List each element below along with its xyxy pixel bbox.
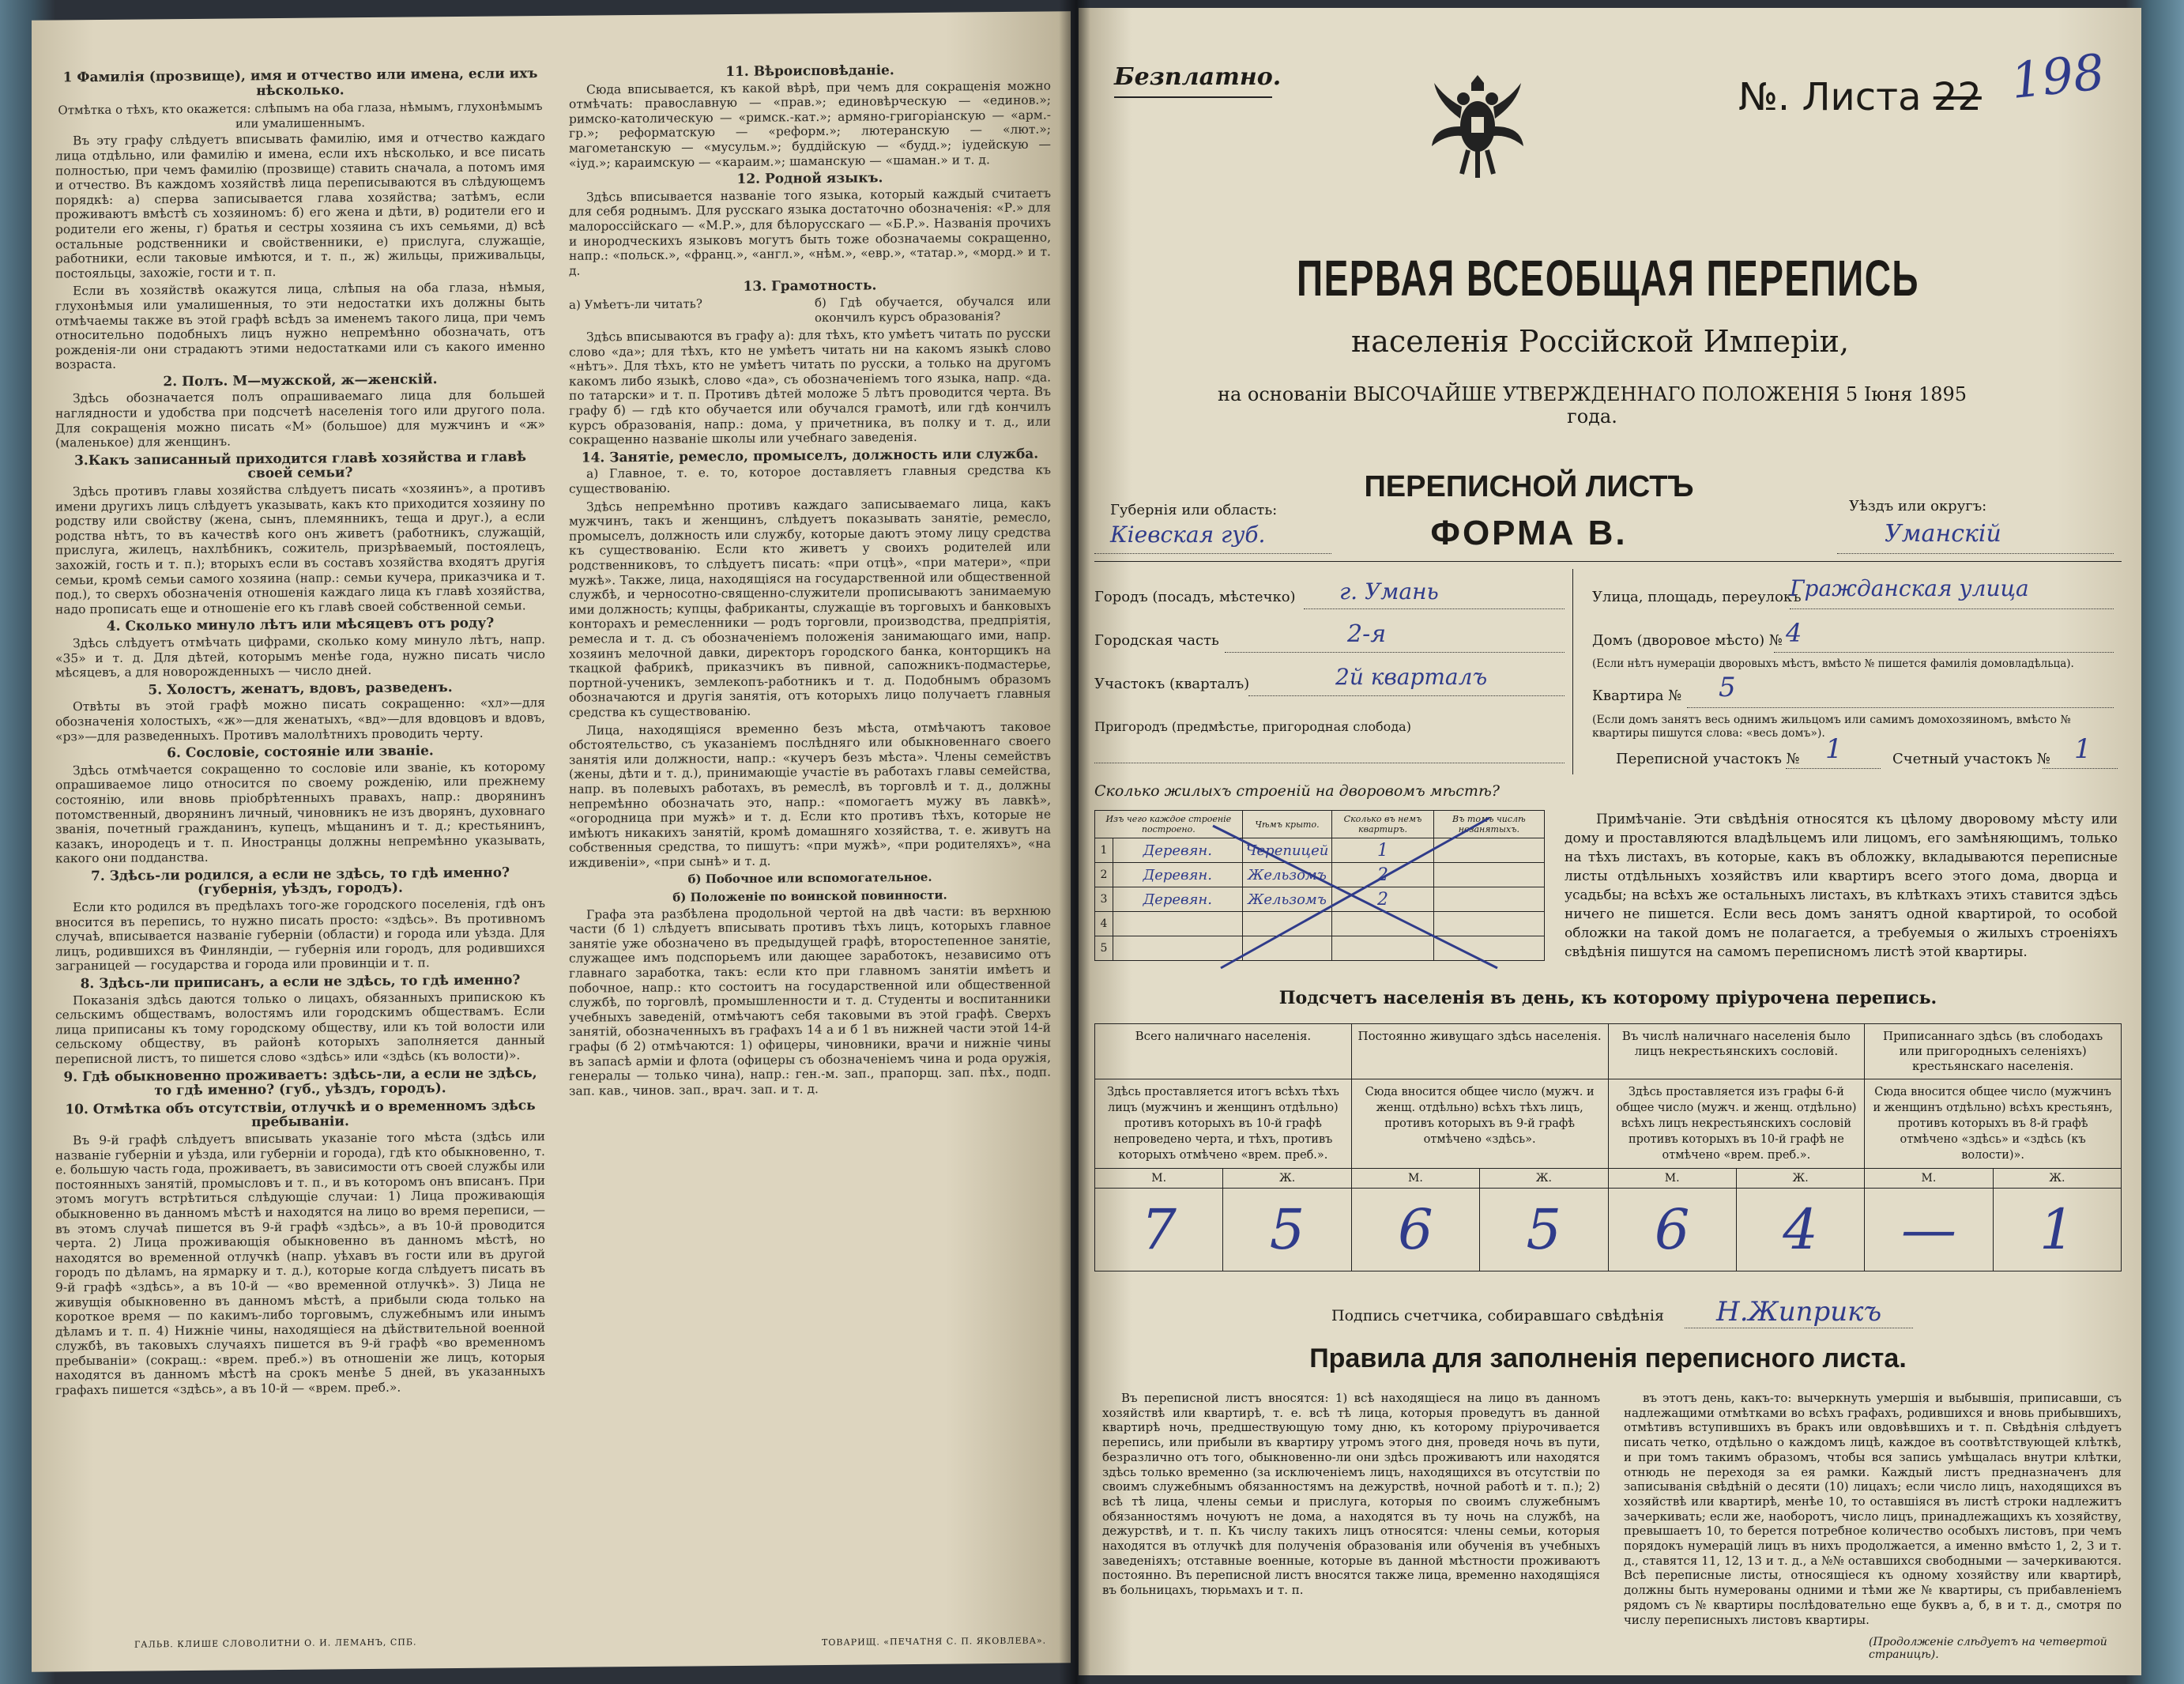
section-1-title: 1 Фамилія (прозвище), имя и отчество или имена, если ихъ нѣсколько.: [62, 66, 538, 99]
mz-label: Ж.: [1223, 1169, 1351, 1189]
sheet-number-label: №. Листа: [1738, 75, 1922, 119]
double-headed-eagle-emblem: [1430, 71, 1525, 182]
count-desc-permanent: Сюда вносится общее число (мужч. и женщ. отдѣльно) всѣхъ тѣхъ лицъ, противъ которыхъ въ 9-й графѣ отмѣчено «здѣсь».: [1351, 1079, 1608, 1169]
mz-label: Ж.: [1993, 1169, 2121, 1189]
count-value-present-female: 5: [1223, 1189, 1351, 1271]
mz-label: М.: [1351, 1169, 1479, 1189]
count-value-present-male: 7: [1095, 1189, 1223, 1271]
section-14-c: б) Положеніе по воинской повинности.: [672, 887, 947, 905]
bld-material: Деревян.: [1113, 887, 1243, 912]
section-13-b: б) Гдѣ обучается, обучался или окончилъ курсъ образованія?: [815, 293, 1051, 325]
section-8-text: Показанія здѣсь даются только о лицахъ, обязанныхъ припискою къ сельскимъ обществамъ, волостямъ или городскимъ обществамъ. Если лица приписаны къ тому городскому обществу, или къ той волости или сельскому обществу, въ районѣ которыхъ заполняется данный переписной листъ, то пишется слово «здѣсь» или «здѣсь (къ волости)».: [55, 989, 545, 1067]
section-14-a: а) Главное, т. е. то, которое доставляетъ главныя средства къ существованію.: [569, 462, 1051, 496]
buildings-question: Сколько жилыхъ строеній на дворовомъ мѣстѣ?: [1094, 782, 1500, 800]
bld-row-number: 2: [1095, 863, 1113, 887]
count-header-non-peasant: Въ числѣ наличнаго населенія было лицъ некрестьянскихъ сословій.: [1608, 1024, 1865, 1079]
mz-label: М.: [1608, 1169, 1736, 1189]
instructions-column-2: [569, 58, 1051, 1102]
section-14-text: Здѣсь непремѣнно противъ каждаго записываемаго лица, какъ мужчинъ, такъ и женщинъ, слѣдуетъ показывать занятіе, ремесло, промыселъ, должность или службу, которые даютъ этому лицу средства къ существованію. Если кто живетъ у своихъ родителей или родственниковъ, то слѣдуетъ писать: «при отцѣ», «при матери», «при мужѣ». Также, лица, находящіяся на государственной или общественной службѣ, и черносотно-священно-служители прописываютъ занимаемую ими должность; купцы, фабриканты, служащіе въ торговыхъ и банковыхъ конторахъ и ремесленники — родъ торговли, производства, предпріятія, ремесла и т. д. съ обозначеніемъ положенія занимающаго ими, напр. хозяинъ мелочной давки, директоръ городского банка, конторщикъ на ткацкой фабрикѣ, приказчикъ въ пивной, сапожникъ-подмастерье, портной-ученикъ, землекопъ-работникъ и т. д. Подобнымъ образомъ обозначаются и другія занятія, отъ которыхъ лицо получаетъ главныя средства къ существованію.: [569, 495, 1051, 720]
bld-header-empty: Въ томъ числѣ незанятыхъ.: [1433, 811, 1544, 838]
count-desc-present: Здѣсь проставляется итогъ всѣхъ тѣхъ лицъ (мужчинъ и женщинъ отдѣльно) противъ которыхъ въ 10-й графѣ непроведено черта, и тѣхъ, противъ которыхъ отмѣчено «врем. преб.».: [1095, 1079, 1352, 1169]
rules-continuation: (Продолженіе слѣдуетъ на четвертой страницѣ).: [1869, 1636, 2107, 1661]
bld-header-roof: Чѣмъ крыто.: [1242, 811, 1332, 838]
buildings-cross-out-mark: [1205, 810, 1505, 976]
bld-row-number: 1: [1095, 838, 1113, 863]
section-5-text: Отвѣты въ этой графѣ можно писать сокращенно: «хл»—для обозначенія холостыхъ, «ж»—для женатыхъ, «вд»—для вдовцовъ и вдовъ, «рз»—для разведенныхъ. Противъ малолѣтнихъ проводить черту.: [55, 695, 545, 744]
count-desc-non-peasant: Здѣсь проставляется изъ графы 6-й общее число (мужч. и женщ. отдѣльно) всѣхъ лицъ некрестьянскихъ сословій противъ которыхъ въ 10-й графѣ не отмѣчено «врем. преб.».: [1608, 1079, 1865, 1169]
precinct-value: 2й кварталъ: [1335, 664, 1488, 690]
section-6-text: Здѣсь отмѣчается сокращенно то сословіе или званіе, къ которому опрашиваемое лицо относится по своему рожденію, или прежнему состоянію, или вновь пріобрѣтенныхъ правахъ, напр.: дворянинъ потомственный, дворянинъ личный, чиновникъ не изъ дворянъ, духовнаго званія, почетный гражданинъ, купецъ, мѣщанинъ и т. д.; крестьянинъ, казакъ, инородецъ и т. п. Иностранцы должны непремѣнно указывать, какого они подданства.: [55, 759, 545, 866]
legal-basis: на основаніи ВЫСОЧАЙШЕ УТВЕРЖДЕННАГО ПОЛОЖЕНІЯ 5 Іюня 1895 года.: [1217, 383, 1967, 428]
population-count-title: Подсчетъ населенія въ день, къ которому пріурочена перепись.: [1278, 988, 1937, 1008]
province-value: Кіевская губ.: [1110, 522, 1266, 548]
form-title-sheet: ПЕРЕПИСНОЙ ЛИСТЪ: [1364, 470, 1694, 503]
count-desc-registered-peasant: Сюда вносится общее число (мужчинъ и женщинъ отдѣльно) всѣхъ крестьянъ, противъ которыхъ въ 8-й графѣ отмѣчено «здѣсь» и «здѣсь (къ волости)».: [1865, 1079, 2122, 1169]
bld-header-apartments: Сколько въ немъ квартиръ.: [1332, 811, 1433, 838]
left-footer-1: ГАЛЬВ. КЛИШЕ СЛОВОЛИТНИ О. И. ЛЕМАНЪ, СПБ.: [134, 1637, 417, 1650]
count-value-permanent-male: 6: [1351, 1189, 1479, 1271]
province-label: Губернія или область:: [1110, 502, 1278, 518]
free-underline: [1114, 96, 1272, 98]
suburb-label: Пригородъ (предмѣстье, пригородная слобода): [1094, 719, 1411, 734]
bld-roof: Черепицей: [1242, 838, 1332, 863]
counting-area-label: Счетный участокъ №: [1892, 751, 2050, 767]
address-top-rule: [1094, 561, 2122, 562]
province-line: [1094, 553, 1331, 554]
house-line: [1774, 652, 2114, 653]
bld-apartments: 2: [1332, 887, 1433, 912]
left-footer-2: ТОВАРИЩ. «ПЕЧАТНЯ С. П. ЯКОВЛЕВА».: [822, 1635, 1047, 1648]
bld-apartments: 1: [1332, 838, 1433, 863]
section-14-text-3: Графа эта разбѣлена продольной чертой на двѣ части: въ верхнюю части (б 1) слѣдуетъ вписывать противъ тѣхъ лицъ, которыхъ главное занятіе уже обозначено въ предыдущей графѣ, второстепенное занятіе, служащее имъ подспорьемъ или дающее заработокъ, независимо отъ главнаго заработка, такъ: если кто при главномъ занятіи имѣетъ и побочное, напр.: кто состоитъ на государственной или общественной службѣ, по торговлѣ, промышленности и т. д. Студенты и воспитанники учебныхъ заведеній, отмѣчаютъ себя таковыми въ этой графѣ. Сверхъ занятій, обозначенныхъ въ графахъ 14 а и б 1 въ нижней части этой 14-й графы (б 2) отмѣчаются: 1) офицеры, чиновники, врачи и нижніе чины въ запасѣ арміи и флота (офицеры съ обозначеніемъ чина и рода оружія, генералы — только чина), напр.: ген.-м. зап., прапорщ. зап. пѣх., подп. зап. кав., чинов. зап., врач. зап. и т. д.: [569, 903, 1051, 1098]
census-area-label: Переписной участокъ №: [1616, 751, 1800, 767]
section-11-title: 11. Вѣроисповѣданіе.: [725, 62, 894, 81]
bld-material: Деревян.: [1113, 863, 1243, 887]
house-label: Домъ (дворовое мѣсто) №: [1592, 632, 1783, 649]
free-label: Безплатно.: [1114, 63, 1282, 91]
bld-roof: Жельзомъ: [1242, 863, 1332, 887]
section-11-text: Сюда вписывается, къ какой вѣрѣ, при чемъ для сокращенія можно отмѣчать: православную — «прав.»; единовѣрческую — «единов.»; римско-католическую — «римск.-кат.»; армяно-григоріанскую — «арм.-гр.»; реформатскую — «реформ.»; лютеранскую — «лют.»; магометанскую — «мусульм.»; буддійскую — «будд.»; іудейскую — «іуд.»; караимскую — «караим.»; шаманскую — «шаман.» и т. д.: [569, 78, 1051, 171]
section-2-title: 2. Полъ. М—мужской, ж—женскій.: [163, 371, 438, 390]
rules-text-right: въ этотъ день, какъ-то: вычеркнуть умершія и выбывшія, приписавши, съ надлежащими отмѣтками во всѣхъ графахъ, родившихся и вновь прибывшихъ, отмѣтивъ вступившихъ въ бракъ или овдовѣвшихъ и т. п. Свѣдѣнія слѣдуетъ писать четко, отдѣльно о каждомъ лицѣ, каждое въ соотвѣтствующей клѣткѣ, и при томъ такимъ образомъ, чтобы вся запись умѣщалась внутри клѣтки, отнюдь не переходя за ея рамки. Каждый листъ предназначенъ для записыванія свѣдѣній о десяти (10) лицахъ; если число лицъ, находящихся въ хозяйствѣ или квартирѣ, менѣе 10, то оставшіяся въ листѣ строки надлежитъ зачеркивать; если же, наоборотъ, число лицъ, принадлежащихъ къ хозяйству, превышаетъ 10, то берется потребное количество особыхъ листовъ, при чемъ порядокъ нумерацій лицъ въ нихъ продолжается, а именно вмѣсто 1, 2, 3 и т. д., ставятся 11, 12, 13 и т. д., а №№ оставшихся свободными — зачеркиваются. Всѣ переписные листы, относящіеся къ одному хозяйству или квартирѣ, должны быть нумерованы одними и тѣми же № квартиры, съ прибавленіемъ рядомъ съ № квартиры послѣдовательно еще буквъ а, б, в и т. д., смотря по числу переписныхъ листовъ квартиры.: [1624, 1391, 2122, 1627]
house-value: 4: [1786, 618, 1802, 648]
rules-column-2: [1624, 1391, 2122, 1627]
count-value-peasant-male: —: [1865, 1189, 1993, 1271]
rules-column-1: [1102, 1391, 1600, 1598]
population-count-table: [1094, 1023, 2122, 1271]
section-1-text: Въ эту графу слѣдуетъ вписывать фамилію, имя и отчество каждаго лица отдѣльно, или фамилію и имена, если ихъ нѣсколько, и все писать полностью, при чемъ фамилію (прозвище) ставить сначала, а потомъ имя и отчество. Въ каждомъ хозяйствѣ лица переписываются въ слѣдующемъ порядкѣ: а) сперва записывается глава хозяйства; затѣмъ, если проживаютъ вмѣстѣ съ хозяиномъ: б) его жена и дѣти, в) родители его и родители его жены, г) братья и сестры хозяина съ ихъ семьями, д) всѣ остальные родственники и свойственники, е) прислуга, служащіе, работники, если таковые имѣются, и т. п., ж) жильцы, приживальцы, постояльцы, захожіе, гости и т. п.: [55, 130, 545, 281]
section-13-text: Здѣсь вписываются въ графу а): для тѣхъ, кто умѣетъ читать по русски слово «да»; для тѣхъ, кто не умѣетъ читать ни на какомъ языкѣ слово «нѣтъ». Для тѣхъ, кто не умѣетъ читать по русски, а только на другомъ какомъ либо языкѣ, слово «да», съ обозначеніемъ того языка, напр. «да. по татарски» и т. п. Противъ дѣтей моложе 5 лѣтъ проводится черта. Въ графу б) — гдѣ кто обучается или обучался грамотѣ, или гдѣ кончилъ курсъ образованія, напр.: дома, у причетника, въ полку и т. д., или сокращенно названіе школы или учебнаго заведенія.: [569, 326, 1051, 448]
section-3-title: 3.Какъ записанный приходится главѣ хозяйства и главѣ своей семьи?: [74, 449, 526, 482]
mz-label: Ж.: [1736, 1169, 1864, 1189]
count-header-present: Всего наличнаго населенія.: [1095, 1024, 1352, 1079]
bld-row-number: 3: [1095, 887, 1113, 912]
city-line: [1304, 608, 1565, 609]
counting-area-value: 1: [2074, 733, 2092, 765]
form-title-form-b: ФОРМА В.: [1430, 514, 1628, 552]
counting-area-line: [2043, 768, 2118, 769]
city-part-value: 2-я: [1347, 620, 1387, 648]
left-page-instructions: [32, 11, 1071, 1671]
section-4-text: Здѣсь слѣдуетъ отмѣчать цифрами, сколько кому минуло лѣтъ, напр. «35» и т. д. Для дѣтей, которымъ менѣе года, нужно писать число мѣсяцевъ, а для новорожденныхъ — число дней.: [55, 632, 545, 680]
city-label: Городъ (посадъ, мѣстечко): [1094, 589, 1296, 605]
city-part-label: Городская часть: [1094, 632, 1219, 649]
section-9-title: 9. Гдѣ обыкновенно проживаетъ: здѣсь-ли, а если не здѣсь, то гдѣ именно? (губ., уѣздъ, городъ).: [63, 1064, 537, 1099]
form-main-title: ПЕРВАЯ ВСЕОБЩАЯ ПЕРЕПИСЬ: [1297, 250, 1919, 307]
apartment-label: Квартира №: [1592, 688, 1682, 704]
census-area-value: 1: [1825, 733, 1843, 765]
section-2-text: Здѣсь обозначается полъ опрашиваемаго лица для большей наглядности и удобства при подсчетѣ населенія того или другого пола. Для сокращенія можно писать «М» (большое) для мужчинъ и «ж» (маленькое) для женщинъ.: [55, 387, 545, 450]
precinct-label: Участокъ (кварталъ): [1094, 676, 1250, 692]
section-13-title: 13. Грамотность.: [743, 277, 877, 296]
district-label: Уѣздъ или округъ:: [1849, 498, 1987, 514]
section-9-text: Въ 9-й графѣ слѣдуетъ вписывать указаніе того мѣста (здѣсь или названіе губерніи и уѣзда, или губерніи и города), гдѣ кто обыкновенно, т. е. большую часть года, проживаетъ, въ зависимости отъ своей службы или постоянныхъ занятій, промысловъ и т. п., и въ которомъ онъ вписанъ. При этомъ могутъ встрѣтиться слѣдующіе случаи: 1) Лица проживающія обыкновенно въ данномъ мѣстѣ и находятся на лицо во время переписи, — въ этомъ случаѣ пишется въ 9-й графѣ «здѣсь», а въ 10-й проводится черта. 2) Лица проживающія обыкновенно въ данномъ мѣстѣ, но находятся во временной отлучкѣ (напр. уѣхавъ въ гости или въ другой городъ по дѣламъ, на ярмарку и т. д.), которые когда слѣдуетъ писать въ 9-й графѣ «здѣсь», а въ 10-й — «во временной отлучкѣ». 3) Лица не живущія обыкновенно въ данномъ мѣстѣ, а прибыли сюда только на короткое время — по какимъ-либо торговымъ, служебнымъ или инымъ дѣламъ и т. п. 4) Нижніе чины, находящіеся на дѣйствительной военной службѣ, въ таковыхъ случаяхъ пишется въ 9-й графѣ «во временномъ пребываніи» (сокращ.: «врем. преб.») въ отношеніи же лицъ, которыя находятся въ данномъ мѣстѣ на срокъ менѣе 5 дней, въ указанныхъ графахъ пишется «здѣсь», а въ 10-й — «врем. преб.».: [55, 1129, 545, 1398]
apartment-value: 5: [1719, 672, 1736, 703]
bld-material: Деревян.: [1113, 838, 1243, 863]
mz-label: М.: [1865, 1169, 1993, 1189]
count-value-nonpeasant-male: 6: [1608, 1189, 1736, 1271]
signature-label: Подпись счетчика, собиравшаго свѣдѣнія: [1331, 1307, 1664, 1324]
section-5-title: 5. Холостъ, женатъ, вдовъ, разведенъ.: [148, 679, 453, 699]
book-gutter-shadow: [1059, 0, 1090, 1684]
section-12-title: 12. Родной языкъ.: [736, 170, 883, 188]
bld-roof: Жельзомъ: [1242, 887, 1332, 912]
section-7-text: Если кто родился въ предѣлахъ того-же городского поселенія, гдѣ онъ вносится въ перепись, то нужно писать просто: «здѣсь». Въ противномъ случаѣ, вписывается названіе губерніи (области) и города или уѣзда. Для лицъ, родившихся въ Финляндіи, — губернія или городъ, для родившихся заграницей — государства и города или провинціи и т. п.: [55, 896, 545, 974]
section-13-a: а) Умѣетъ-ли читать?: [569, 296, 702, 312]
city-part-line: [1225, 652, 1565, 653]
signature-row: [1331, 1296, 1913, 1328]
street-line: [1790, 608, 2114, 609]
rules-text-left: Въ переписной листъ вносятся: 1) всѣ находящіеся на лицо въ данномъ хозяйствѣ или квартирѣ, т. е. всѣ тѣ лица, которыя проведутъ въ данной квартирѣ ночь, предшествующую тому дню, къ которому пріурочивается перепись, или прибыли въ квартиру утромъ этого дня, проведя ночь въ пути, безразлично отъ того, обыкновенно-ли они здѣсь проживаютъ или находятся здѣсь только временно (за исключеніемъ лицъ, находящихся въ отсутствіи по своимъ служебнымъ обязанностямъ на дежурствѣ, ночной работѣ и т. п.); 2) всѣ тѣ лица, члены семьи и прислуга, которыя по своимъ служебнымъ обязанностямъ ночуютъ не дома, а находятся въ ту ночь на службѣ, на дежурствѣ, и т. п. Къ числу такихъ лицъ относятся: члены семьи, которыя находятся въ отлучкѣ для полученія образованія или обученія въ учебныхъ заведеніяхъ; отставные военные, которые въ данной мѣстности проживаютъ постоянно. Въ переписной листъ вносятся также лица, временно находящіяся въ больницахъ, тюрьмахъ и т. п.: [1102, 1391, 1600, 1598]
sheet-number-value: 22: [1933, 75, 1982, 119]
apartment-line: [1687, 707, 2114, 708]
count-header-registered-peasant: Приписаннаго здѣсь (въ слободахъ или пригородныхъ селеніяхъ) крестьянскаго населенія.: [1865, 1024, 2122, 1079]
archive-page-number: 198: [2008, 43, 2107, 110]
section-8-title: 8. Здѣсь-ли приписанъ, а если не здѣсь, то гдѣ именно?: [80, 972, 521, 993]
street-value: Гражданская улица: [1790, 575, 2029, 601]
form-subtitle: населенія Россійской Имперіи,: [1350, 324, 1850, 359]
section-7-title: 7. Здѣсь-ли родился, а если не здѣсь, то гдѣ именно? (губернія, уѣздъ, городъ).: [90, 865, 510, 899]
rules-title: Правила для заполненія переписного листа.: [1309, 1343, 1907, 1373]
apartment-note: (Если домъ занятъ весь однимъ жильцомъ или самимъ домохозяиномъ, вмѣсто № квартиры пишутся слова: «весь домъ»).: [1592, 714, 2071, 740]
address-divider: [1572, 569, 1573, 774]
section-1-subtitle: Отмѣтка о тѣхъ, кто окажется: слѣпымъ на оба глаза, нѣмымъ, глухонѣмымъ или умалишеннымъ.: [58, 99, 543, 131]
bld-header-material: Изъ чего каждое строеніе построено.: [1095, 811, 1243, 838]
buildings-note-text: Примѣчаніе. Эти свѣдѣнія относятся къ цѣлому дворовому мѣсту или дому и проставляются владѣльцемъ или лицомъ, его замѣняющимъ, только на тѣхъ листахъ, въ которые, какъ въ обложку, вкладываются переписные листы отдѣльныхъ хозяйствъ или квартиръ всего этого дома, дворца и усадьбы; на всѣхъ же остальныхъ листахъ, въ клѣткахъ этихъ ставится здѣсь ничего не пишется. Если весь домъ занятъ одной квартирой, то особой обложки на такой домъ не полагается, а требуемыя о жилыхъ строеніяхъ свѣдѣнія пишутся на самомъ переписномъ листѣ этой квартиры.: [1565, 812, 2118, 960]
count-header-permanent: Постоянно живущаго здѣсь населенія.: [1351, 1024, 1608, 1079]
precinct-line: [1248, 695, 1565, 696]
bld-row-number: 4: [1095, 912, 1113, 936]
street-label: Улица, площадь, переулокъ: [1592, 589, 1802, 605]
signature-value: Н.Жиприкъ: [1685, 1296, 1913, 1328]
district-value: Уманскій: [1885, 520, 2001, 548]
sheet-number: [1738, 75, 1982, 119]
mz-label: Ж.: [1480, 1169, 1608, 1189]
census-area-line: [1786, 768, 1881, 769]
count-value-peasant-female: 1: [1993, 1189, 2121, 1271]
section-4-title: 4. Сколько минуло лѣтъ или мѣсяцевъ отъ роду?: [106, 616, 495, 635]
section-6-title: 6. Сословіе, состояніе или званіе.: [167, 743, 434, 762]
house-note: (Если нѣтъ нумераціи дворовыхъ мѣстъ, вмѣсто № пишется фамилія домовладѣльца).: [1592, 657, 2074, 670]
bld-row-number: 5: [1095, 936, 1113, 961]
buildings-note: [1565, 810, 2118, 962]
bld-apartments: 2: [1332, 863, 1433, 887]
right-page-census-form: [1079, 8, 2141, 1675]
count-value-permanent-female: 5: [1480, 1189, 1608, 1271]
city-value: г. Умань: [1339, 578, 1439, 605]
section-10-title: 10. Отмѣтка объ отсутствіи, отлучкѣ и о временномъ здѣсь пребываніи.: [65, 1097, 536, 1131]
section-1-text-2: Если въ хозяйствѣ окажутся лица, слѣпыя на оба глаза, нѣмыя, глухонѣмыя или умалишенныя, то эти недостатки ихъ должны быть отмѣчаемы также въ этой графѣ всѣдъ за именемъ такого лица, при чемъ относительно подобныхъ лицъ нужно непремѣнно обозначать, отъ рожденія-ли они страдаютъ этими недостатками или съ какого именно возраста.: [55, 280, 545, 372]
district-line: [1837, 553, 2114, 554]
mz-label: М.: [1095, 1169, 1223, 1189]
section-12-text: Здѣсь вписывается названіе того языка, который каждый считаетъ для себя роднымъ. Для русскаго языка достаточно обозначенія: «Р.» для малороссійскаго — «М.Р.», для бѣлорусскаго — «Б.Р.». Названія прочихъ и инородческихъ языковъ могутъ быть тоже обозначаемы сокращенно, напр.: «польск.», «франц.», «англ.», «нѣм.», «евр.», «татар.», «морд.» и т. д.: [569, 186, 1051, 278]
section-14-text-2: Лица, находящіяся временно безъ мѣста, отмѣчаютъ таковое обстоятельство, съ указаніемъ послѣдняго или обыкновеннаго своего занятія или должности, напр.: «кучеръ безъ мѣста». Члены семействъ (жены, дѣти и т. д.), принимающіе участіе въ работахъ главы семейства, напр. въ полевыхъ работахъ, въ ремеслѣ, въ торговлѣ и т. д., должны непремѣнно обозначать это, напр.: «помогаетъ мужу въ лавкѣ», «огородница при мужѣ» и т. д. Если кто противъ тѣхъ, которые не имѣютъ никакихъ занятій, кромѣ домашняго хозяйства, т. е. живутъ на собственныя средства, то пишутъ: «при мужѣ», «при родителяхъ», «на иждивеніи», «при сынѣ» и т. д.: [569, 719, 1051, 870]
section-14-title: 14. Занятіе, ремесло, промыселъ, должность или служба.: [581, 446, 1039, 466]
instructions-column-1: [55, 63, 545, 1401]
section-3-text: Здѣсь противъ главы хозяйства слѣдуетъ писать «хозяинъ», а противъ имени другихъ лицъ слѣдуетъ указывать, какъ кто приходится хозяину по родству или свойству (жена, сынъ, племянникъ, теща и друг.), а если родства нѣтъ, то въ качествѣ кого онъ живетъ (работникъ, служащій, прислуга, жилецъ, нахлѣбникъ, сожитель, призрѣваемый, постоялецъ, захожій, гость и т. п.); вторыхъ если въ составъ хозяйства входятъ другія семьи, кромѣ семьи самого хозяина (напр.: семьи кучера, приказчика и т. под.), то сверхъ обозначенія отношенія каждаго лица къ главѣ хозяйства, надо прописать еще и отношеніе его къ главѣ своей собственной семьи.: [55, 480, 545, 617]
section-14-b: б) Побочное или вспомогательное.: [687, 870, 932, 887]
count-value-nonpeasant-female: 4: [1736, 1189, 1864, 1271]
